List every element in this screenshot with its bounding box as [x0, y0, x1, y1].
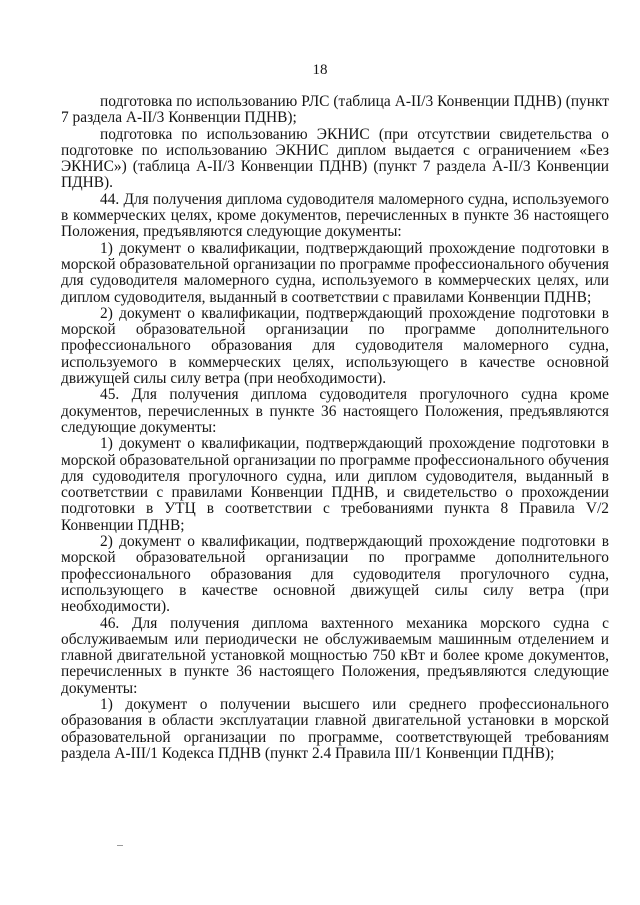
- paragraph-section-45: 45. Для получения диплома судоводителя прогулочного судна кроме документов, перечисленных в пункте 36 настоящего Положения, предъявляются следующие документы:: [61, 386, 609, 436]
- paragraph: подготовка по использованию РЛС (таблица A-II/3 Конвенции ПДНВ) (пункт 7 раздела A-II/3 Конвенции ПДНВ);: [61, 93, 609, 127]
- paragraph: 2) документ о квалификации, подтверждающий прохождение подготовки в морской образовательной организации по программе дополнительного профессионального образования для судоводителя маломерного судна, используемого в коммерческих целях, использующего в качестве основной движущей силы силу ветра (при необходимости).: [61, 304, 609, 388]
- paragraph: 1) документ о квалификации, подтверждающий прохождение подготовки в морской образовательной организации по программе профессионального обучения для судоводителя маломерного судна, используемого в коммерческих целях, или диплом судоводителя, выданный в соответствии с правилами Конвенции ПДНВ;: [61, 239, 609, 306]
- scan-mark: [117, 845, 123, 849]
- document-body: [61, 94, 609, 762]
- paragraph: 2) документ о квалификации, подтверждающий прохождение подготовки в морской образовательной организации по программе дополнительного профессионального образования для судоводителя прогулочного судна, использующего в качестве основной движущей силы силу ветра (при необходимости).: [61, 533, 609, 616]
- page-number: 18: [312, 62, 328, 78]
- paragraph: 1) документ о получении высшего или среднего профессионального образования в области эксплуатации главной двигательной установки в морской образовательной организации по программе, соответствующей требованиям раздела A-III/1 Кодекса ПДНВ (пункт 2.4 Правила III/1 Конвенции ПДНВ);: [61, 695, 609, 762]
- paragraph: подготовка по использованию ЭКНИС (при отсутствии свидетельства о подготовке по использованию ЭКНИС диплом выдается с ограничением «Без ЭКНИС») (таблица A-II/3 Конвенции ПДНВ) (пункт 7 раздела A-II/3 Конвенции ПДНВ).: [61, 125, 609, 192]
- paragraph: 1) документ о квалификации, подтверждающий прохождение подготовки в морской образовательной организации по программе профессионального обучения для судоводителя прогулочного судна, или диплом судоводителя, выданный в соответствии с правилами Конвенции ПДНВ, и свидетельство о прохождении подготовки в УТЦ в соответствии с требованиями пункта 8 Правила V/2 Конвенции ПДНВ;: [61, 435, 609, 534]
- paragraph-section-44: 44. Для получения диплома судоводителя маломерного судна, используемого в коммерческих целях, кроме документов, перечисленных в пункте 36 настоящего Положения, предъявляются следующие документы:: [61, 190, 609, 241]
- paragraph-section-46: 46. Для получения диплома вахтенного механика морского судна с обслуживаемым или периодически не обслуживаемым машинным отделением и главной двигательной установкой мощностью 750 кВт и более кроме документов, перечисленных в пункте 36 настоящего Положения, предъявляются следующие документы:: [61, 614, 609, 697]
